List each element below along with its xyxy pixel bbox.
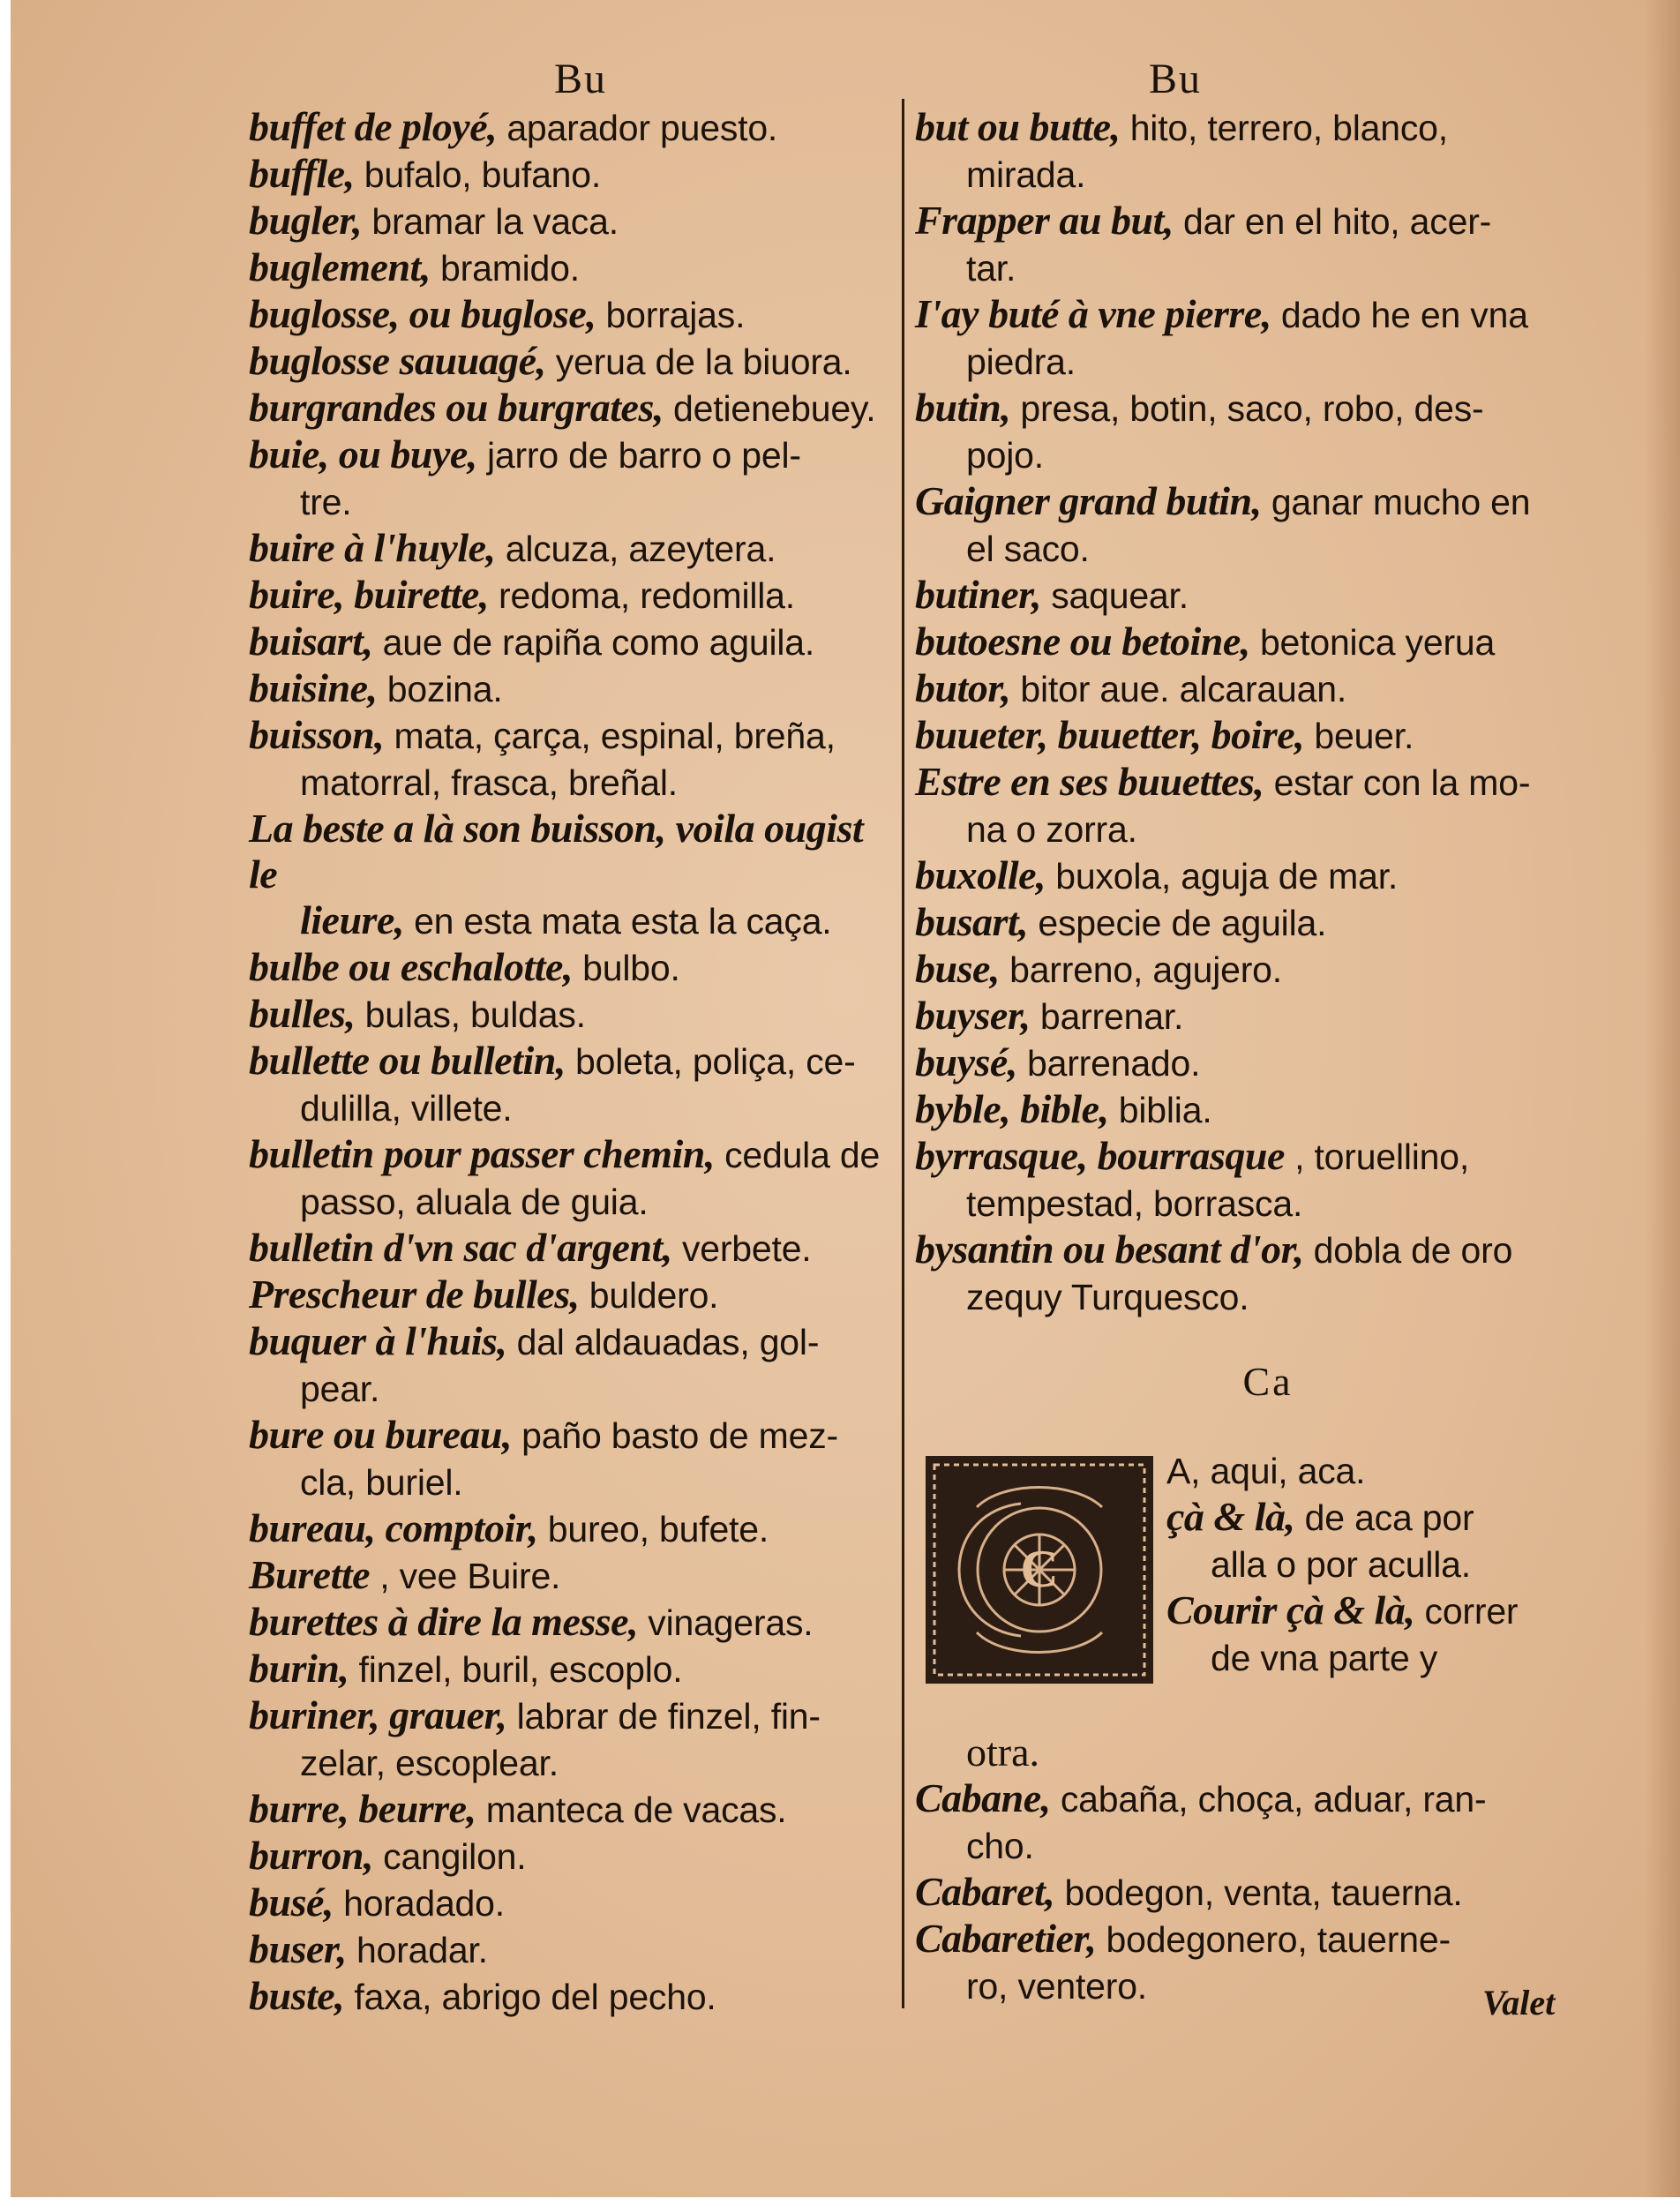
translation: dobla de oro (1303, 1230, 1513, 1271)
translation-continuation: zelar, escoplear. (300, 1743, 559, 1783)
translation: dal aldauadas, gol- (506, 1322, 820, 1362)
entry-continuation-line (249, 1739, 897, 1786)
dictionary-entry (915, 993, 1621, 1039)
entry-first-line (915, 852, 1621, 899)
translation-continuation: passo, aluala de guia. (300, 1182, 649, 1222)
headword: buglosse sauuagé, (249, 338, 546, 383)
translation-continuation: dulilla, villete. (300, 1088, 513, 1129)
entry-first-line (249, 1318, 897, 1365)
left-column-header: Bu (554, 56, 608, 102)
headword: butin, (915, 385, 1011, 430)
headword: byble, bible, (915, 1086, 1109, 1131)
dictionary-entry (915, 385, 1621, 478)
dictionary-entry (249, 244, 897, 291)
entry-first-line (915, 478, 1621, 525)
translation: detienebuey. (663, 388, 876, 429)
dictionary-entry (249, 991, 897, 1038)
entry-continuation-line (915, 806, 1621, 852)
dictionary-entry (249, 104, 897, 151)
translation-continuation: en esta mata esta la caça. (403, 901, 832, 942)
entry-first-line (915, 1775, 1621, 1822)
translation: barrenado. (1016, 1043, 1201, 1084)
headword: Gaigner grand butin, (915, 478, 1262, 523)
headword: buisine, (249, 665, 378, 710)
dictionary-entry (915, 852, 1621, 899)
entry-first-line (249, 1412, 897, 1459)
book-page (11, 0, 1680, 2197)
dictionary-entry (249, 1412, 897, 1505)
translation: bodegonero, tauerne- (1096, 1919, 1451, 1960)
entry-first-line (249, 385, 897, 431)
headword: buste, (249, 1973, 345, 2018)
translation: presa, botin, saco, robo, des- (1010, 388, 1484, 429)
dictionary-entry (249, 1552, 897, 1599)
entry-continuation-line (915, 244, 1621, 291)
translation: alcuza, azeytera. (495, 529, 776, 569)
entry-first-line (249, 1973, 897, 2020)
headword: bulletin d'vn sac d'argent, (249, 1225, 672, 1270)
dictionary-entry (249, 712, 897, 806)
dictionary-entry (249, 1225, 897, 1272)
translation: , toruellino, (1284, 1137, 1470, 1177)
entry-first-line (249, 944, 897, 991)
translation-continuation: ro, ventero. (966, 1966, 1147, 2007)
dropcap-lines (1166, 1447, 1608, 1681)
entry-first-line (249, 1833, 897, 1880)
translation-continuation: cla, buriel. (300, 1462, 463, 1503)
dropcap-line (1166, 1541, 1608, 1587)
headword: buquer à l'huis, (249, 1318, 507, 1363)
headword: busart, (915, 899, 1029, 944)
headword: butor, (915, 665, 1011, 710)
translation: barrenar. (1030, 996, 1184, 1037)
entry-continuation-line (915, 338, 1621, 385)
translation-continuation: na o zorra. (966, 809, 1137, 850)
headword: Cabaretier, (915, 1916, 1097, 1961)
dictionary-entry (249, 291, 897, 338)
translation: bufalo, bufano. (354, 154, 602, 195)
dictionary-entry (249, 1599, 897, 1646)
translation-continuation: tre. (300, 482, 352, 522)
headword: I'ay buté à vne pierre, (915, 291, 1271, 336)
dictionary-entry (915, 759, 1621, 852)
translation: correr (1414, 1591, 1519, 1632)
translation: borrajas. (596, 295, 746, 335)
headword: bulles, (249, 991, 356, 1036)
translation: finzel, buril, escoplo. (349, 1649, 683, 1690)
entry-continuation-line (915, 1822, 1621, 1869)
dictionary-entry (249, 431, 897, 525)
dictionary-entry (249, 1318, 897, 1412)
dictionary-entry (249, 619, 897, 665)
translation: ganar mucho en (1261, 482, 1531, 522)
dictionary-entry (249, 1973, 897, 2020)
headword: buglosse, ou buglose, (249, 291, 596, 336)
translation-continuation: matorral, frasca, breñal. (300, 762, 678, 803)
entry-continuation-line (915, 1180, 1621, 1227)
dictionary-entry (915, 619, 1621, 665)
ca-entries (915, 1775, 1621, 2009)
translation: cedula de (714, 1135, 881, 1175)
headword: buriner, grauer, (249, 1692, 507, 1737)
entry-first-line (249, 1926, 897, 1973)
translation: buxola, aguja de mar. (1046, 856, 1399, 897)
translation: verbete. (671, 1228, 812, 1269)
dictionary-entry (915, 946, 1621, 993)
entry-first-line (915, 946, 1621, 993)
translation: beuer. (1304, 716, 1414, 756)
entry-first-line (249, 806, 897, 897)
dictionary-entry (249, 572, 897, 619)
headword: but ou butte, (915, 104, 1121, 149)
entry-continuation-line (249, 759, 897, 806)
headword: buffle, (249, 151, 355, 196)
entry-first-line (249, 572, 897, 619)
headword: buysé, (915, 1039, 1017, 1084)
entry-first-line (249, 244, 897, 291)
entry-first-line (249, 1038, 897, 1084)
entry-first-line (249, 1646, 897, 1692)
headword: Estre en ses buuettes, (915, 759, 1264, 804)
dictionary-entry (249, 1880, 897, 1926)
dictionary-entry (249, 198, 897, 244)
dictionary-entry (249, 1786, 897, 1833)
translation: hito, terrero, blanco, (1120, 108, 1448, 148)
dictionary-entry (249, 665, 897, 712)
translation: dar en el hito, acer- (1173, 201, 1492, 242)
right-column (915, 104, 1621, 2009)
dictionary-entry (249, 1926, 897, 1973)
translation: horadado. (333, 1883, 505, 1924)
dropcap-letter: C (1020, 1540, 1059, 1598)
entry-first-line (249, 104, 897, 151)
headword: buueter, buuetter, boire, (915, 712, 1305, 757)
headword: buxolle, (915, 852, 1046, 897)
entry-first-line (249, 1880, 897, 1926)
entry-first-line (915, 665, 1621, 712)
translation: cabaña, choça, aduar, ran- (1050, 1779, 1487, 1820)
headword: butoesne ou betoine, (915, 619, 1250, 664)
entry-continuation-line (249, 478, 897, 525)
entry-continuation-line (915, 525, 1621, 572)
column-divider (902, 99, 904, 2008)
dictionary-entry (915, 1133, 1621, 1227)
headword: bulbe ou eschalotte, (249, 944, 573, 989)
headword: bullette ou bulletin, (249, 1038, 566, 1083)
dictionary-entry (915, 478, 1621, 572)
translation: manteca de vacas. (476, 1790, 787, 1830)
translation: bozina. (377, 669, 503, 709)
headword: buyser, (915, 993, 1031, 1038)
dictionary-entry (249, 385, 897, 431)
translation: jarro de barro o pel- (476, 435, 801, 476)
catchword: Valet (1482, 1983, 1556, 2022)
headword: byrrasque, bourrasque (915, 1133, 1285, 1178)
headword: bure ou bureau, (249, 1412, 512, 1457)
entry-first-line (249, 291, 897, 338)
entry-first-line (915, 712, 1621, 759)
translation: bramido. (430, 248, 580, 289)
headword: buisson, (249, 712, 385, 757)
entry-first-line (249, 151, 897, 198)
dictionary-entry (915, 291, 1621, 385)
entry-first-line (249, 1599, 897, 1646)
headword-continuation: lieure, (300, 897, 404, 942)
entry-first-line (915, 1916, 1621, 1962)
entry-first-line (915, 1133, 1621, 1180)
dictionary-entry (249, 151, 897, 198)
translation-continuation: el saco. (966, 529, 1090, 569)
entry-first-line (915, 759, 1621, 806)
translation-continuation: mirada. (966, 154, 1086, 195)
translation-continuation: pojo. (966, 435, 1044, 476)
headword: bysantin ou besant d'or, (915, 1227, 1304, 1272)
entry-first-line (915, 899, 1621, 946)
translation: bitor aue. alcarauan. (1010, 669, 1347, 709)
translation: barreno, agujero. (999, 949, 1282, 990)
entry-continuation-line (249, 1178, 897, 1225)
headword: Cabaret, (915, 1869, 1055, 1914)
entry-first-line (915, 1869, 1621, 1916)
translation: bulbo. (572, 948, 680, 988)
entry-first-line (249, 619, 897, 665)
entry-first-line (915, 1086, 1621, 1133)
headword: buisart, (249, 619, 373, 664)
dropcap-block (915, 1447, 1621, 1733)
headword: bulletin pour passer chemin, (249, 1131, 715, 1176)
translation: A, aqui, aca. (1166, 1451, 1366, 1491)
entry-first-line (915, 291, 1621, 338)
translation-continuation: zequy Turquesco. (966, 1277, 1249, 1317)
headword: Burette (249, 1552, 371, 1597)
entry-first-line (249, 198, 897, 244)
translation: buldero. (579, 1275, 719, 1316)
dictionary-entry (915, 1227, 1621, 1320)
translation: vinageras. (638, 1602, 814, 1643)
entry-continuation-line (249, 1459, 897, 1505)
dictionary-entry (915, 1775, 1621, 1869)
entry-first-line (915, 1039, 1621, 1086)
dictionary-entry (249, 1131, 897, 1225)
headword: burin, (249, 1646, 349, 1691)
entry-first-line (249, 991, 897, 1038)
translation: faxa, abrigo del pecho. (344, 1977, 716, 2017)
entry-continuation-line (249, 897, 897, 944)
dictionary-entry (915, 1086, 1621, 1133)
entry-continuation-line (249, 1365, 897, 1412)
dictionary-entry (915, 665, 1621, 712)
translation: cangilon. (372, 1836, 527, 1877)
translation: aue de rapiña como aguila. (372, 622, 815, 663)
headword: Prescheur de bulles, (249, 1272, 580, 1317)
dictionary-entry (249, 338, 897, 385)
headword: butiner, (915, 572, 1042, 617)
right-entries (915, 104, 1621, 1320)
entry-first-line (249, 1272, 897, 1318)
dictionary-entry (915, 899, 1621, 946)
dictionary-entry (915, 1869, 1621, 1916)
headword: buser, (249, 1926, 347, 1971)
headword: burettes à dire la messe, (249, 1599, 639, 1644)
dictionary-entry (249, 1505, 897, 1552)
entry-first-line (915, 198, 1621, 244)
translation-continuation: piedra. (966, 341, 1076, 382)
translation: de aca por (1294, 1497, 1474, 1538)
headword: bureau, comptoir, (249, 1505, 538, 1550)
translation: labrar de finzel, fin- (506, 1696, 821, 1737)
dictionary-entry (249, 525, 897, 572)
dropcap-continuation: otra. (966, 1730, 1040, 1775)
dictionary-entry (915, 104, 1621, 198)
dictionary-entry (915, 1039, 1621, 1086)
entry-first-line (915, 385, 1621, 431)
dictionary-entry (249, 806, 897, 944)
section-heading: Ca (1242, 1359, 1294, 1404)
translation: saquear. (1041, 575, 1189, 616)
translation: estar con la mo- (1264, 762, 1531, 803)
translation: bodegon, venta, tauerna. (1054, 1872, 1463, 1913)
entry-first-line (249, 1692, 897, 1739)
entry-first-line (249, 431, 897, 478)
entry-first-line (915, 993, 1621, 1039)
entry-first-line (249, 1505, 897, 1552)
headword: Courir çà & là, (1166, 1587, 1415, 1632)
translation: redoma, redomilla. (488, 575, 795, 616)
entry-first-line (915, 619, 1621, 665)
entry-first-line (249, 525, 897, 572)
entry-first-line (915, 1227, 1621, 1273)
translation: aparador puesto. (497, 108, 778, 148)
translation: , vee Buire. (370, 1556, 561, 1596)
entry-first-line (249, 1225, 897, 1272)
entry-first-line (249, 338, 897, 385)
headword: burre, beurre, (249, 1786, 476, 1831)
right-column-header: Bu (1149, 56, 1203, 102)
dictionary-entry (249, 1272, 897, 1318)
headword: busé, (249, 1880, 334, 1925)
entry-continuation-line (915, 1273, 1621, 1320)
headword: burgrandes ou burgrates, (249, 385, 664, 430)
translation: betonica yerua (1249, 622, 1496, 663)
dropcap-line (1166, 1447, 1608, 1494)
translation: boleta, poliça, ce- (565, 1041, 856, 1082)
headword: buse, (915, 946, 1000, 991)
entry-first-line (249, 1786, 897, 1833)
translation: dado he en vna (1271, 295, 1528, 335)
headword: buire à l'huyle, (249, 525, 496, 570)
dropcap-line (1166, 1494, 1608, 1541)
headword: bugler, (249, 198, 363, 243)
headword: Cabane, (915, 1775, 1051, 1820)
translation-continuation: pear. (300, 1369, 380, 1409)
dictionary-entry (249, 1833, 897, 1880)
entry-first-line (249, 665, 897, 712)
entry-first-line (915, 572, 1621, 619)
entry-continuation-line (249, 1084, 897, 1131)
entry-continuation-line (915, 151, 1621, 198)
left-column (249, 104, 897, 2020)
translation: bulas, buldas. (355, 994, 586, 1035)
translation: horadar. (346, 1930, 488, 1970)
entry-continuation-line (915, 431, 1621, 478)
headword: çà & là, (1166, 1494, 1295, 1539)
translation-continuation: tar. (966, 248, 1016, 289)
entry-first-line (249, 1552, 897, 1599)
translation-continuation: tempestad, borrasca. (966, 1183, 1303, 1224)
dropcap-line (1166, 1587, 1608, 1634)
translation: mata, çarça, espinal, breña, (384, 716, 836, 756)
translation: yerua de la biuora. (545, 341, 852, 382)
headword: burron, (249, 1833, 373, 1878)
headword: buffet de ployé, (249, 104, 498, 149)
translation: paño basto de mez- (511, 1415, 838, 1456)
dictionary-entry (915, 198, 1621, 291)
entry-first-line (249, 1131, 897, 1178)
decorated-initial-c (924, 1454, 1155, 1685)
translation: especie de aguila. (1028, 903, 1327, 943)
translation: bramar la vaca. (362, 201, 619, 242)
translation-continuation: cho. (966, 1826, 1034, 1866)
gutter-shadow (1645, 0, 1680, 2197)
dictionary-entry (915, 572, 1621, 619)
entry-first-line (915, 104, 1621, 151)
entry-first-line (249, 712, 897, 759)
translation: bureo, bufete. (537, 1509, 769, 1549)
headword: buire, buirette, (249, 572, 489, 617)
dictionary-entry (249, 1038, 897, 1131)
dictionary-entry (915, 712, 1621, 759)
dictionary-entry (249, 1646, 897, 1692)
headword: Frapper au but, (915, 198, 1174, 243)
headword: buglement, (249, 244, 431, 289)
dictionary-entry (249, 1692, 897, 1786)
dropcap-line (1166, 1634, 1608, 1681)
dictionary-entry (249, 944, 897, 991)
headword: buie, ou buye, (249, 431, 477, 476)
headword: La beste a là son buisson, voila ougist le (249, 806, 864, 897)
translation: biblia. (1108, 1090, 1212, 1130)
translation: alla o por aculla. (1211, 1544, 1471, 1585)
translation: de vna parte y (1211, 1638, 1438, 1678)
